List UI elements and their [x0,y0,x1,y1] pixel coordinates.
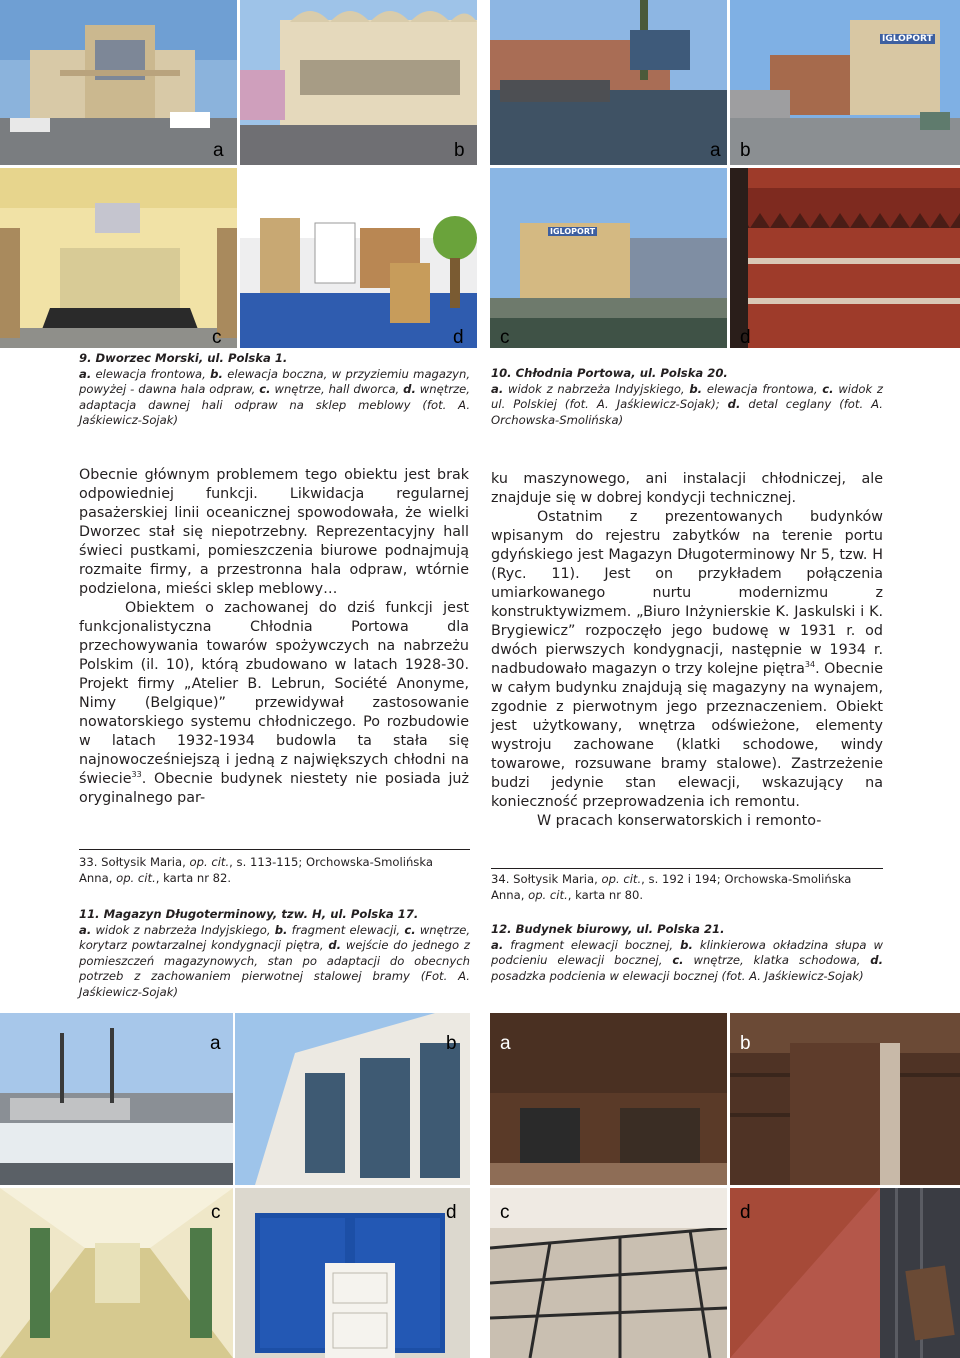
label-a: a [210,1033,221,1054]
caption-11: 11. Magazyn Długoterminowy, tzw. H, ul. Polska 17. a. widok z nabrzeża Indyjskiego, b. fragment elewacji, c. wnętrze, korytarz powtarzalnej kondygnacji piętra, d. wejście do jednego z pomieszczeń magazynowych, stan po adaptacji do obecnych potrzeb z zachowaniem pierwotnej stalowej bramy (Fot. A. Jaśkiewicz-Sojak) [79,907,471,999]
label-c: c [211,1202,221,1223]
photo-12c [490,1188,727,1358]
photo-11b [235,1013,470,1185]
photo-10c [490,168,727,348]
label-c: c [212,327,222,348]
label-a: a [213,140,224,161]
label-a: a [500,1033,511,1054]
label-c: c [500,327,510,348]
label-b: b [454,140,465,161]
footnote-rule [79,849,470,850]
paragraph: Ostatnim z prezentowanych budynków wpisanym do rejestru zabytków na terenie portu gdyńskiego jest Magazyn Długoterminowy Nr 5, tzw. H (Ryc. 11). Jest on przykładem połączenia umiarkowanego nurtu modernizmu z konstruktywizmem. „Biuro Inżynierskie K. Jaskulski i K. Brygiewicz” rozpoczęło jego budowę w 1931 r. od dwóch pierwszych kondygnacji, następnie w 1934 r. nadbudowało magazyn o trzy kolejne piętra$^{34}$. Obecnie w całym budynku znajdują się magazyny na wynajem, zgodnie z pierwotnym jego przeznaczeniem. Obiekt jest użytkowany, wnętrza odświeżone, elementy wystroju zachowane (klatki schodowe, windy towarowe, rozsuwane bramy stalowe). Zastrzeżenie budzi jedynie stan elewacji, wskazujący na konieczność przeprowadzenia ich remontu. [491,509,883,810]
sign-igloport: IGLOPORT [550,227,596,236]
label-d: d [740,1202,751,1223]
paragraph: Obecnie głównym problemem tego obiektu jest brak odpowiedniej funkcji. Likwidacja regularnej pasażerskiej linii oceanicznej spowodowała, że wielki Dworzec stał się niepotrzebny. Reprezentacyjny hall świeci pustkami, pomieszczenia biurowe podnajmują rozmaite firmy, a przestronna hala odpraw, wtórnie podzielona, mieści sklep meblowy… [79,467,469,597]
photo-9b [240,0,477,165]
photo-9c [0,168,237,348]
paragraph: Obiektem o zachowanej do dziś funkcji jest funkcjonalistyczna Chłodnia Portowa dla przechowywania towarów spożywczych na nabrzeżu Polskim (il. 10), którą zbudowano w latach 1928-30. Projekt firmy „Atelier B. Lebrun, Société Anonyme, Nimy (Belgique)” przewidywał zastosowanie nowatorskiego systemu chłodniczego. Po rozbudowie w latach 1932-1934 budowla ta stała się najnowocześniejszą i jedną z największych chłodni na świecie$^{33}$. Obecnie budynek niestety nie posiada już oryginalnego par- [79,600,469,806]
photo-10a [490,0,727,165]
footnote-33: 33. Sołtysik Maria, op. cit., s. 113-115; Orchowska-Smolińska Anna, op. cit., karta nr 82. [79,855,433,885]
photo-12a [490,1013,727,1185]
label-d: d [453,327,464,348]
label-d: d [740,327,751,348]
caption-12: 12. Budynek biurowy, ul. Polska 21. a. fragment elewacji bocznej, b. klinkierowa okładzina słupa w podcieniu elewacji bocznej, c. wnętrze, klatka schodowa, d. posadzka podcienia w elewacji bocznej (fot. A. Jaśkiewicz-Sojak) [491,922,884,983]
caption-9: 9. Dworzec Morski, ul. Polska 1. a. elewacja frontowa, b. elewacja boczna, w przyziemiu magazyn, powyżej - dawna hala odpraw, c. wnętrze, hall dworca, d. wnętrze, adaptacja dawnej hali odpraw na sklep meblowy (fot. A. Jaśkiewicz-Sojak) [79,351,471,427]
sign-igloport: IGLOPORT [882,34,933,44]
photo-11c [0,1188,233,1358]
photo-10d [730,168,960,348]
label-d: d [446,1202,457,1223]
photo-10b [730,0,960,165]
photo-11d [235,1188,470,1358]
photo-12d [730,1188,960,1358]
label-b: b [446,1033,457,1054]
label-b: b [740,140,751,161]
paragraph: ku maszynowego, ani instalacji chłodniczej, ale znajduje się w dobrej kondycji technicznej. [491,471,883,506]
photo-11a [0,1013,233,1185]
photo-12b [730,1013,960,1185]
footnote-rule [491,868,883,869]
body-column-right [491,470,883,831]
photo-9a [0,0,237,165]
paragraph: W pracach konserwatorskich i remonto- [537,813,822,829]
label-b: b [740,1033,751,1054]
body-column-left [79,466,469,808]
footnote-34: 34. Sołtysik Maria, op. cit., s. 192 i 194; Orchowska-Smolińska Anna, op. cit., karta nr 80. [491,872,852,902]
label-c: c [500,1202,510,1223]
label-10a: a [710,140,721,161]
photo-9d [240,168,477,348]
caption-10: 10. Chłodnia Portowa, ul. Polska 20. a. widok z nabrzeża Indyjskiego, b. elewacja frontowa, c. widok z ul. Polskiej (fot. A. Jaśkiewicz-Sojak); d. detal ceglany (fot. A. Orchowska-Smolińska) [491,366,884,427]
